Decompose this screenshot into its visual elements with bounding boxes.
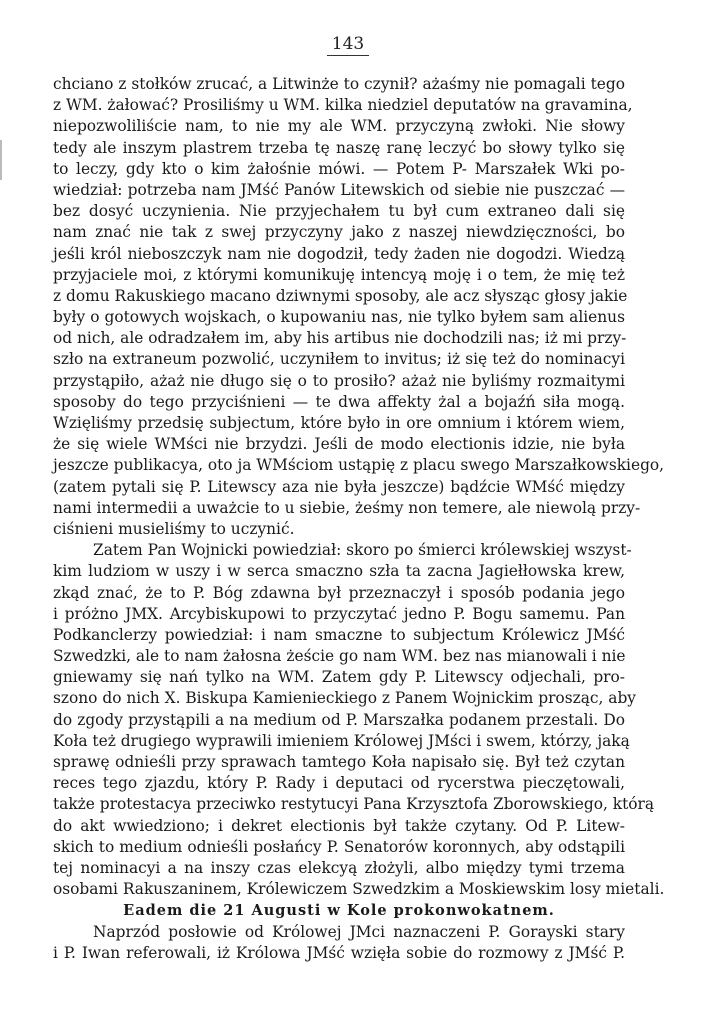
text-line: Podkanclerzy powiedział: i nam smaczne to subjectum Królewicz JMść (53, 625, 625, 644)
text-line: do zgody przystąpili a na medium od P. Marszałka podanem przestali. Do (53, 710, 625, 729)
text-line: przystąpiło, ażaż nie długo się o to prosiło? ażaż nie byliśmy rozmaitymi (53, 371, 625, 390)
page-body (53, 74, 665, 964)
text-line: reces tego zjazdu, który P. Rady i deputaci od rycerstwa pieczętowali, (53, 774, 625, 793)
section-heading: Eadem die 21 Augusti w Kole prokonwokatnem. (123, 902, 555, 920)
text-line: z domu Rakuskiego macano dziwnymi sposoby, ale acz słysząc głosy jakie (53, 286, 628, 305)
text-line: osobami Rakuszaninem, Królewiczem Szwedzkim a Moskiewskim losy mietali. (53, 880, 665, 899)
text-line: wiedział: potrzeba nam JMść Panów Litewskich od siebie nie puszczać — (53, 180, 625, 199)
text-line: szło na extraneum pozwolić, uczyniłem to invitus; iż się też do nominacyi (53, 350, 625, 369)
scan-edge-mark (0, 140, 2, 180)
text-line: sposoby do tego przyciśnieni — te dwa affekty żal a bojaźń siła mogą. (53, 392, 625, 411)
page-number: 143 (327, 34, 369, 56)
text-line: ciśnieni musieliśmy to uczynić. (53, 519, 295, 538)
text-line: zkąd znać, że to P. Bóg zdawna był przeznaczył i sposób podania jego (53, 583, 625, 602)
text-line: Koła też drugiego wyprawili imieniem Królowej JMści i swem, którzy, jaką (53, 731, 630, 750)
text-line: jeśli król nieboszczyk nam nie dogodził, tedy żaden nie dogodzi. Wiedzą (53, 244, 625, 263)
text-line: Wzięliśmy przedsię subjectum, które było in ore omnium i którem wiem, (53, 414, 625, 432)
text-line: sprawę odnieśli przy sprawach tamtego Koła napisało się. Był też czytan (53, 753, 625, 771)
text-line: kim ludziom w uszy i w serca smaczno szła ta zacna Jagiełłowska krew, (53, 562, 625, 581)
text-line: były o gotowych wojskach, o kupowaniu nas, nie tylko byłem sam alienus (53, 308, 625, 327)
text-line: (zatem pytali się P. Litewscy aza nie była jeszcze) bądźcie WMść między (53, 477, 625, 496)
text-line: Szwedzki, ale to nam żałosna żeście go nam WM. bez nas mianowali i nie (53, 647, 626, 666)
text-line: tedy ale inszym plastrem trzeba tę naszę ranę leczyć bo słowy tylko się (53, 138, 625, 157)
text-line: bez dosyć uczynienia. Nie przyjechałem tu był cum extraneo dali się (53, 202, 625, 221)
text-line: gniewamy się nań tylko na WM. Zatem gdy P. Litewscy odjechali, pro- (53, 668, 625, 687)
text-line: że się wiele WMści nie brzydzi. Jeśli de modo electionis idzie, nie była (53, 435, 625, 454)
text-line: to leczy, gdy kto o kim żałośnie mówi. — Potem P- Marszałek Wki po- (53, 159, 625, 178)
text-line: Naprzód posłowie od Królowej JMci naznaczeni P. Gorayski stary (93, 922, 625, 941)
text-line: jeszcze publikacya, oto ja WMściom ustąpię z placu swego Marszałkowskiego, (53, 456, 665, 475)
text-line: Zatem Pan Wojnicki powiedział: skoro po śmierci królewskiej wszyst- (93, 541, 632, 560)
text-line: nam znać nie tak z swej przyczyny jako z naszej niewdzięczności, bo (53, 223, 625, 242)
text-line: i próżno JMX. Arcybiskupowi to przyczytać jedno P. Bogu samemu. Pan (53, 604, 625, 623)
text-line: chciano z stołków zrucać, a Litwinże to czynił? ażaśmy nie pomagali tego (53, 75, 625, 93)
text-line: i P. Iwan referowali, iż Królowa JMść wzięła sobie do rozmowy z JMść P. (53, 943, 625, 962)
text-line: także protestacya przeciwko restytucyi Pana Krzysztofa Zborowskiego, którą (53, 795, 655, 814)
text-line: od nich, ale odradzałem im, aby his artibus nie dochodzili nas; iż mi przy- (53, 329, 627, 348)
text-line: skich to medium odnieśli posłańcy P. Senatorów koronnych, aby odstąpili (53, 837, 625, 856)
text-line: do akt wwiedziono; i dekret electionis był także czytany. Od P. Litew- (53, 816, 625, 835)
text-line: szono do nich X. Biskupa Kamienieckiego z Panem Wojnickim prosząc, aby (53, 689, 637, 708)
text-line: nami intermedii a uważcie to u siebie, żeśmy non temere, ale niewolą przy- (53, 498, 641, 517)
text-line: tej nominacyi a na inszy czas elekcyą złożyli, albo między tymi trzema (53, 858, 625, 877)
text-line: przyjaciele moi, z którymi komunikuję intencyą moję i o tem, że mię też (53, 265, 625, 284)
text-line: niepozwoliliście nam, to nie my ale WM. przyczyną zwłoki. Nie słowy (53, 117, 625, 136)
text-line: z WM. żałować? Prosiliśmy u WM. kilka niedziel deputatów na gravamina, (53, 96, 633, 115)
